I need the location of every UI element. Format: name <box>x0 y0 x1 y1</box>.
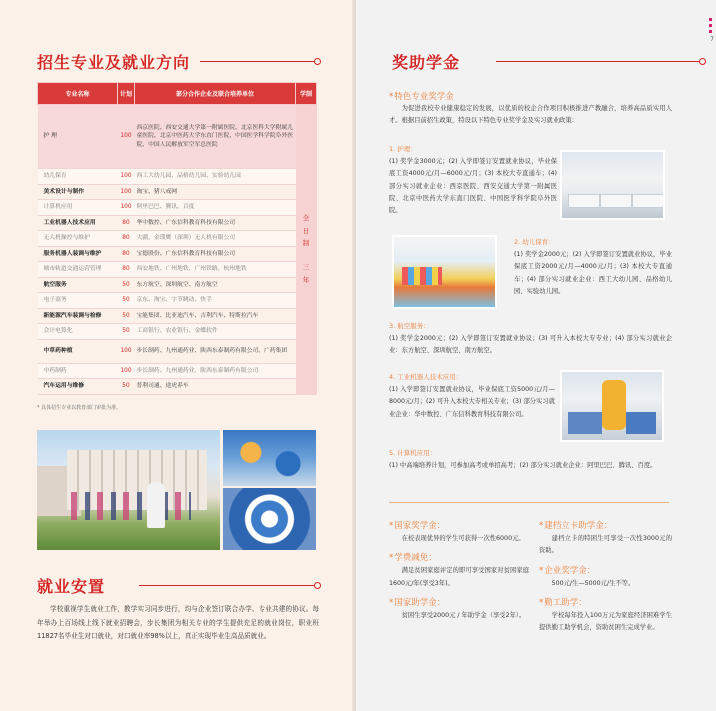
table-row <box>38 324 317 340</box>
table-row <box>38 262 317 278</box>
table-row <box>38 293 317 309</box>
major-cell: 会计电算化 <box>38 324 118 340</box>
item-3-text: (1) 奖学金2000元；(2) 入学即签订安置就业协议；(3) 可升入本校大专专业；(4) 部分实习就业企业：东方航空、深圳航空、南方航空。 <box>389 335 672 355</box>
enroll-title: 招生专业及就业方向 <box>37 53 191 72</box>
table-row <box>38 105 317 169</box>
grant-title: *学费减免： <box>389 553 437 564</box>
col-major: 专业名称 <box>38 83 118 105</box>
system-cell <box>296 105 317 395</box>
grant-text: 满足贫困家庭评定的即可享受国家对贫困家庭1600元/年(享受3年)。 <box>389 567 529 587</box>
corp-cell: 宝能集团、比亚迪汽车、吉利汽车、特斯拉汽车 <box>135 308 296 324</box>
system-text <box>302 212 310 286</box>
aid-title: 奖助学金 <box>392 53 461 72</box>
system-char: 全 <box>302 214 310 223</box>
item-5-text: (1) 中高端培养计划，可参加高考或单招高考；(2) 部分实习就业企业：阿里巴巴、腾讯、百度。 <box>389 462 657 469</box>
col-years: 计划 <box>118 83 135 105</box>
grant-text: 在校表现优异的学生可获得一次性6000元。 <box>401 535 525 542</box>
grants-right-column <box>539 519 679 634</box>
system-char: 三 <box>302 263 310 272</box>
title-rule <box>200 61 317 62</box>
system-char: 年 <box>302 275 310 284</box>
grant-title: *建档立卡助学金： <box>539 521 613 531</box>
special-title: *特色专业奖学金 <box>389 92 454 102</box>
title-rule-dot <box>314 58 321 65</box>
students-crowd-photo <box>223 430 316 486</box>
robot-lab-photo <box>560 370 664 442</box>
grant-text: 贫困生享受2000元 / 年助学金（享受2年）。 <box>401 611 526 619</box>
grant-title: *勤工助学： <box>539 597 587 608</box>
plan-cell: 50 <box>118 308 135 324</box>
plan-cell: 100 <box>118 363 135 379</box>
table-row <box>38 169 317 185</box>
item-4-label: 4. 工业机器人技术应用： <box>389 373 463 381</box>
table-note: * 具体招生专业以教育部门审批为准。 <box>37 405 122 411</box>
major-cell: 美术设计与制作 <box>38 184 118 200</box>
system-char <box>302 249 310 261</box>
kindergarten-photo <box>392 235 497 309</box>
grant-title: *国家助学金： <box>389 597 446 608</box>
corp-cell: 西京医院、西安交通大学第一附属医院、北京医科大学附属儿童医院、北京中医药大学东直门医院、中国医学科学院阜外医院、中国人民解放军空军总医院 <box>135 105 296 169</box>
title-rule-dot <box>699 58 706 65</box>
major-cell: 新能源汽车装调与检修 <box>38 308 118 324</box>
plan-cell: 80 <box>118 246 135 262</box>
item-2-label: 2. 幼儿保育： <box>514 238 555 246</box>
aid-section-title <box>392 50 702 73</box>
corp-cell: 东方航空、深圳航空、南方航空 <box>135 277 296 293</box>
plan-cell: 100 <box>118 200 135 216</box>
section-divider <box>389 502 669 503</box>
plan-cell: 50 <box>118 293 135 309</box>
grant-text: 学校每年投入100万元为家庭经济困难学生提供勤工助学机会，资助贫困生完成学业。 <box>539 611 672 632</box>
corp-cell: 步长制药、九州通药业、陕西东泰制药有限公司 <box>135 363 296 379</box>
grant-text: 建档立卡的特困生可享受一次性3000元的资助。 <box>539 535 672 555</box>
major-cell: 护 理 <box>38 105 118 169</box>
col-system: 学制 <box>296 83 317 105</box>
plan-cell: 100 <box>118 105 135 169</box>
title-rule-dot <box>314 582 321 589</box>
plan-cell: 50 <box>118 324 135 340</box>
item-5-label: 5. 计算机应用： <box>389 449 437 457</box>
enroll-section-title <box>37 50 317 73</box>
corp-cell: 华中数控、广东信科教育科技有限公司 <box>135 215 296 231</box>
corp-cell: 普利司通、途虎养车 <box>135 379 296 395</box>
majors-table <box>37 82 317 395</box>
grant-title: *国家奖学金： <box>389 521 446 531</box>
special-intro: 为促进我校专业健康稳定的发展，以优质的校企合作项目积极推进产教融合，培养高品质实用人才。根据目前招生政策，特设以下特色专业奖学金及实习就业政策： <box>389 105 672 125</box>
table-row <box>38 200 317 216</box>
plan-cell: 80 <box>118 262 135 278</box>
corp-cell: 淘宝、猪八戒网 <box>135 184 296 200</box>
major-cell: 中药制药 <box>38 363 118 379</box>
major-cell: 电子商务 <box>38 293 118 309</box>
major-cell: 航空服务 <box>38 277 118 293</box>
item-2-text: (1) 奖学金2000元；(2) 入学即签订安置就业协议，毕业保底工资2000元/月—4000元/月；(3) 本校大专直通车；(4) 部分实习就业企业：西工大幼儿园、品格幼儿园、实验幼儿园。 <box>514 251 672 295</box>
table-row <box>38 308 317 324</box>
major-cell: 中草药种植 <box>38 339 118 363</box>
grant-text: 500元/生—5000元/生不等。 <box>551 579 635 587</box>
corp-cell: 阿里巴巴、腾讯、百度 <box>135 200 296 216</box>
item-3-label: 3. 航空服务： <box>389 322 430 330</box>
job-title: 就业安置 <box>37 577 106 596</box>
plan-cell: 50 <box>118 277 135 293</box>
plan-cell: 100 <box>118 184 135 200</box>
dance-circle-photo <box>223 488 316 550</box>
major-cell: 幼儿保育 <box>38 169 118 185</box>
corp-cell: 宝德股份、广东信科教育科技有限公司 <box>135 246 296 262</box>
col-corp: 部分合作企业及联合培养单位 <box>135 83 296 105</box>
plan-cell: 50 <box>118 379 135 395</box>
table-row <box>38 379 317 395</box>
table-row <box>38 277 317 293</box>
corp-cell: 步长制药、九州通药业、陕西东泰制药有限公司、广药集团 <box>135 339 296 363</box>
table-row <box>38 231 317 247</box>
plan-cell: 100 <box>118 169 135 185</box>
major-cell: 工业机器人技术应用 <box>38 215 118 231</box>
corp-cell: 京东、淘宝、字节跳动、快手 <box>135 293 296 309</box>
item-4-text: (1) 入学即签订安置就业协议，毕业保底工资5000元/月—8000元/月；(2) 可升入本校大专相关专业；(3) 部分实习就业企业：华中数控、广东信科教育科技有限公司。 <box>389 386 555 418</box>
system-char: 制 <box>302 239 310 248</box>
plan-cell: 80 <box>118 231 135 247</box>
table-row <box>38 184 317 200</box>
title-rule <box>496 61 702 62</box>
major-cell: 城市轨道交通运营管理 <box>38 262 118 278</box>
corp-cell: 西安地铁、广州地铁、广州铁路、杭州地铁 <box>135 262 296 278</box>
left-page <box>0 0 356 711</box>
page-number: 7 <box>710 36 714 43</box>
plan-cell: 80 <box>118 215 135 231</box>
major-cell: 服务机器人装调与维护 <box>38 246 118 262</box>
title-rule <box>139 585 317 586</box>
table-row <box>38 215 317 231</box>
corp-cell: 大疆、金璞鹰（深圳）无人机有限公司 <box>135 231 296 247</box>
plan-cell: 100 <box>118 339 135 363</box>
corp-cell: 西工大幼儿园、品格幼儿园、实验幼儿园 <box>135 169 296 185</box>
table-row <box>38 363 317 379</box>
job-section-title <box>37 574 317 597</box>
nursing-ward-photo <box>560 150 665 220</box>
item-1-label: 1. 护理： <box>389 145 417 153</box>
campus-photo <box>37 430 220 550</box>
item-1-text: (1) 奖学金3000元；(2) 入学即签订安置就业协议，毕业保底工资4000元/月—6000元/月；(3) 本校大专直通车；(4) 部分实习就业企业：西京医院、西安交通大学第一附属医院、北京中医药大学东直门医院、中国医学科学院阜外医院。 <box>389 158 557 215</box>
grant-title: *企业奖学金： <box>539 565 596 576</box>
table-row <box>38 246 317 262</box>
table-row <box>38 339 317 363</box>
grants-left-column <box>389 519 529 622</box>
corp-cell: 工商银行、农业银行、金蝶软件 <box>135 324 296 340</box>
major-cell: 计算机应用 <box>38 200 118 216</box>
major-cell: 汽车运用与维修 <box>38 379 118 395</box>
job-paragraph: 学校重视学生就业工作，教学实习同步进行，均与企业签订联合办学、专业共建的协议。每年举办上百场线上线下就业招聘会，步长集团为相关专业的学生提供充足的就业岗位，职业班11827名毕业生对口就业，对口就业率98%以上，真正实现毕业生高品质就业。 <box>37 605 319 641</box>
major-cell: 无人机操控与维护 <box>38 231 118 247</box>
system-char: 日 <box>302 226 310 235</box>
